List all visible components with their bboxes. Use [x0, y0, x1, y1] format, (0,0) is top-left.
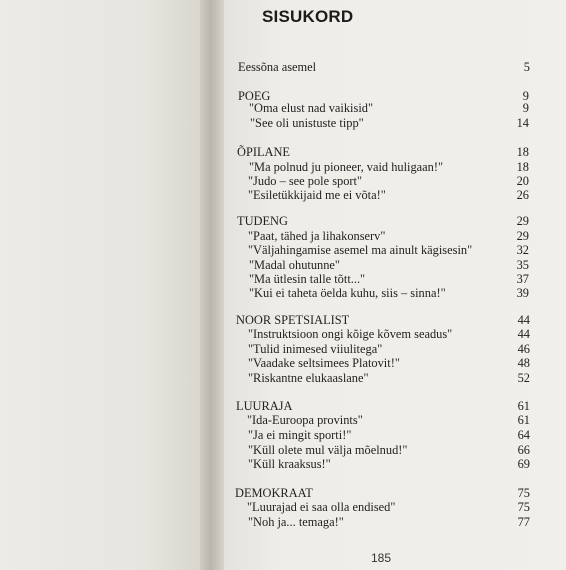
- toc-entry-page: 64: [517, 428, 530, 442]
- toc-entry-title: "Väljahingamise asemel ma ainult kägisesin": [248, 243, 473, 257]
- toc-entry: [0, 286, 566, 300]
- toc-entry-page: 77: [517, 515, 530, 529]
- toc-entry: [0, 101, 566, 115]
- toc-entry-page: 37: [516, 272, 529, 286]
- toc-entry-page: 9: [522, 101, 529, 115]
- toc-entry-title: DEMOKRAAT: [235, 486, 313, 500]
- toc-entry-page: 75: [517, 500, 530, 514]
- toc-entry-title: ÕPILANE: [237, 145, 290, 159]
- toc-entry-page: 52: [517, 371, 530, 385]
- toc-entry-page: 29: [516, 214, 529, 228]
- toc-entry: [0, 399, 566, 413]
- toc-entry-page: 18: [516, 145, 529, 159]
- page-number: 185: [371, 551, 392, 565]
- toc-entry-page: 26: [516, 188, 529, 202]
- toc-entry-page: 9: [522, 89, 529, 103]
- toc-entry: [0, 229, 566, 243]
- toc-entry: [0, 258, 566, 272]
- toc-entry-title: "Oma elust nad vaikisid": [249, 101, 374, 115]
- toc-entry-title: "Kui ei taheta öelda kuhu, siis – sinna!": [249, 286, 446, 300]
- toc-entry: [0, 174, 566, 188]
- toc-entry: [0, 486, 566, 500]
- toc-entry: [0, 243, 566, 257]
- toc-entry-page: 20: [516, 174, 529, 188]
- toc-entry-page: 61: [517, 399, 530, 413]
- toc-entry: [0, 428, 566, 442]
- toc-entry-title: "See oli unistuste tipp": [250, 116, 364, 130]
- toc-entry-title: NOOR SPETSIALIST: [236, 313, 350, 327]
- toc-entry: [0, 443, 566, 457]
- toc-entry-title: "Madal ohutunne": [249, 258, 340, 272]
- toc-entry-page: 39: [516, 286, 529, 300]
- toc-entry-title: TUDENG: [237, 214, 288, 228]
- toc-entry-page: 75: [517, 486, 530, 500]
- toc-entry-title: "Küll olete mul välja mõelnud!": [248, 443, 408, 457]
- toc-entry-title: "Paat, tähed ja lihakonserv": [248, 229, 386, 243]
- toc-entry-title: "Judo – see pole sport": [248, 174, 363, 188]
- page-title: SISUKORD: [262, 7, 354, 26]
- toc-entry-title: "Küll kraaksus!": [248, 457, 331, 471]
- toc-entry: [0, 500, 566, 514]
- toc-entry-page: 18: [516, 160, 529, 174]
- toc-entry-title: "Ma ütlesin talle tõtt...": [249, 272, 366, 286]
- toc-entry-title: "Ma polnud ju pioneer, vaid huligaan!": [249, 160, 444, 174]
- toc-entry: [0, 342, 566, 356]
- toc-entry-title: "Riskantne elukaaslane": [248, 371, 369, 385]
- toc-entry-page: 29: [516, 229, 529, 243]
- toc-entry-page: 32: [516, 243, 529, 257]
- toc-entry: [0, 515, 566, 529]
- toc-entry-title: "Ja ei mingit sporti!": [248, 428, 352, 442]
- toc-entry-page: 44: [517, 327, 530, 341]
- toc-entry-title: "Tulid inimesed viiulitega": [248, 342, 383, 356]
- toc-entry-page: 61: [517, 413, 530, 427]
- toc-entry-title: "Vaadake seltsimees Platovit!": [248, 356, 400, 370]
- toc-entry: [0, 313, 566, 327]
- toc-entry-title: "Luurajad ei saa olla endised": [247, 500, 396, 514]
- toc-entry-page: 46: [517, 342, 530, 356]
- toc-entry: [0, 214, 566, 228]
- toc-entry-title: "Noh ja... temaga!": [248, 515, 344, 529]
- toc-entry-page: 66: [517, 443, 530, 457]
- toc-entry: [0, 60, 566, 74]
- toc-entry: [0, 457, 566, 471]
- toc-entry-title: "Instruktsioon ongi kõige kõvem seadus": [248, 327, 453, 341]
- toc-entry: [0, 356, 566, 370]
- toc-entry-title: LUURAJA: [236, 399, 293, 413]
- toc-entry-title: Eessõna asemel: [238, 60, 317, 74]
- toc-entry: [0, 145, 566, 159]
- toc-entry-title: "Ida-Euroopa provints": [247, 413, 363, 427]
- toc-entry-page: 35: [516, 258, 529, 272]
- toc-entry: [0, 371, 566, 385]
- toc-entry: [0, 188, 566, 202]
- toc-entry-title: POEG: [238, 89, 271, 103]
- toc-entry: [0, 272, 566, 286]
- toc-entry-page: 44: [517, 313, 530, 327]
- toc-entry-title: "Esiletükkijaid me ei võta!": [248, 188, 386, 202]
- toc-entry-page: 69: [517, 457, 530, 471]
- toc-entry: [0, 327, 566, 341]
- toc-entry-page: 5: [523, 60, 530, 74]
- toc-entry: [0, 413, 566, 427]
- toc-entry-page: 48: [517, 356, 530, 370]
- toc-entry-page: 14: [516, 116, 529, 130]
- toc-entry: [0, 160, 566, 174]
- toc-entry: [0, 116, 566, 130]
